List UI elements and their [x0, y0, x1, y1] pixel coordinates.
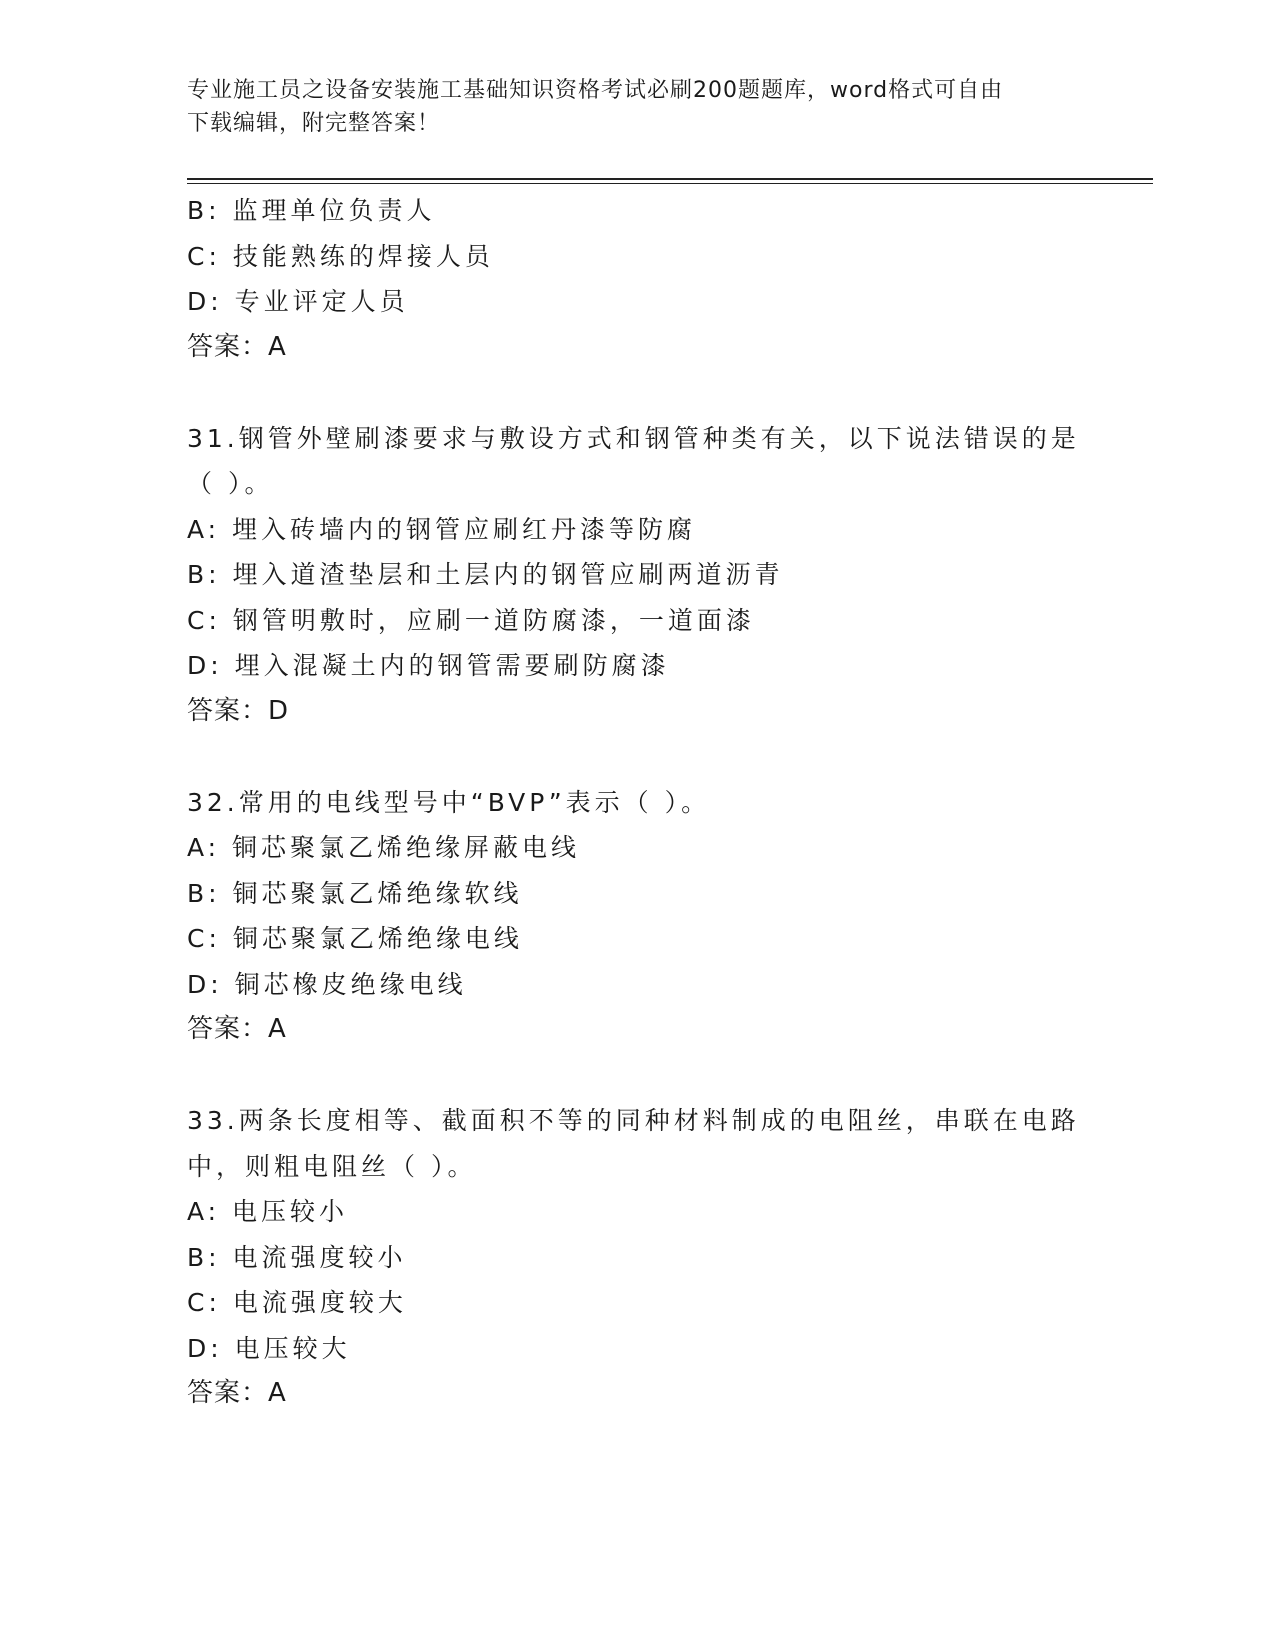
option-c: C: 技能熟练的焊接人员	[187, 241, 494, 271]
option-d: D: 埋入混凝土内的钢管需要刷防腐漆	[187, 651, 670, 680]
answer-line: 答案：A	[187, 331, 287, 362]
option-b: B: 埋入道渣垫层和土层内的钢管应刷两道沥青	[187, 560, 784, 589]
header-title-line-2: 下载编辑，附完整答案！	[187, 111, 441, 136]
option-a: A: 铜芯聚氯乙烯绝缘屏蔽电线	[187, 833, 581, 862]
option-b: B: 电流强度较小	[187, 1242, 407, 1272]
question-31	[187, 416, 1087, 735]
option-a: A: 埋入砖墙内的钢管应刷红丹漆等防腐	[187, 514, 697, 544]
answer-line: 答案：A	[187, 1014, 287, 1044]
option-b: B: 监理单位负责人	[187, 196, 436, 225]
answer-line: 答案：A	[187, 1378, 287, 1408]
answer-line: 答案：D	[187, 695, 290, 726]
header-title-line-1: 专业施工员之设备安装施工基础知识资格考试必刷200题题库，word格式可自由	[187, 78, 1004, 103]
header-divider-thin	[187, 183, 1153, 184]
question-30-continued	[187, 188, 1087, 370]
question-list	[187, 188, 1087, 1417]
option-c: C: 钢管明敷时，应刷一道防腐漆，一道面漆	[187, 605, 755, 635]
option-d: D: 专业评定人员	[187, 287, 409, 316]
option-c: C: 电流强度较大	[187, 1288, 407, 1317]
option-c: C: 铜芯聚氯乙烯绝缘电线	[187, 924, 523, 953]
question-stem: 33.两条长度相等、截面积不等的同种材料制成的电阻丝，串联在电路	[187, 1106, 1080, 1135]
header-divider-thick	[187, 178, 1153, 180]
question-stem: 中，则粗电阻丝（ ）。	[187, 1151, 477, 1181]
spacer	[187, 1053, 1087, 1099]
option-b: B: 铜芯聚氯乙烯绝缘软线	[187, 878, 523, 908]
question-stem: 32.常用的电线型号中“BVP”表示（ ）。	[187, 787, 711, 817]
page-header	[187, 74, 1067, 140]
option-a: A: 电压较小	[187, 1197, 349, 1226]
option-d: D: 电压较大	[187, 1333, 351, 1363]
question-stem: （ ）。	[187, 469, 274, 498]
question-stem: 31.钢管外壁刷漆要求与敷设方式和钢管种类有关，以下说法错误的是	[187, 423, 1080, 453]
question-32	[187, 780, 1087, 1053]
spacer	[187, 734, 1087, 780]
spacer	[187, 370, 1087, 416]
question-33	[187, 1098, 1087, 1417]
option-d: D: 铜芯橡皮绝缘电线	[187, 969, 467, 999]
